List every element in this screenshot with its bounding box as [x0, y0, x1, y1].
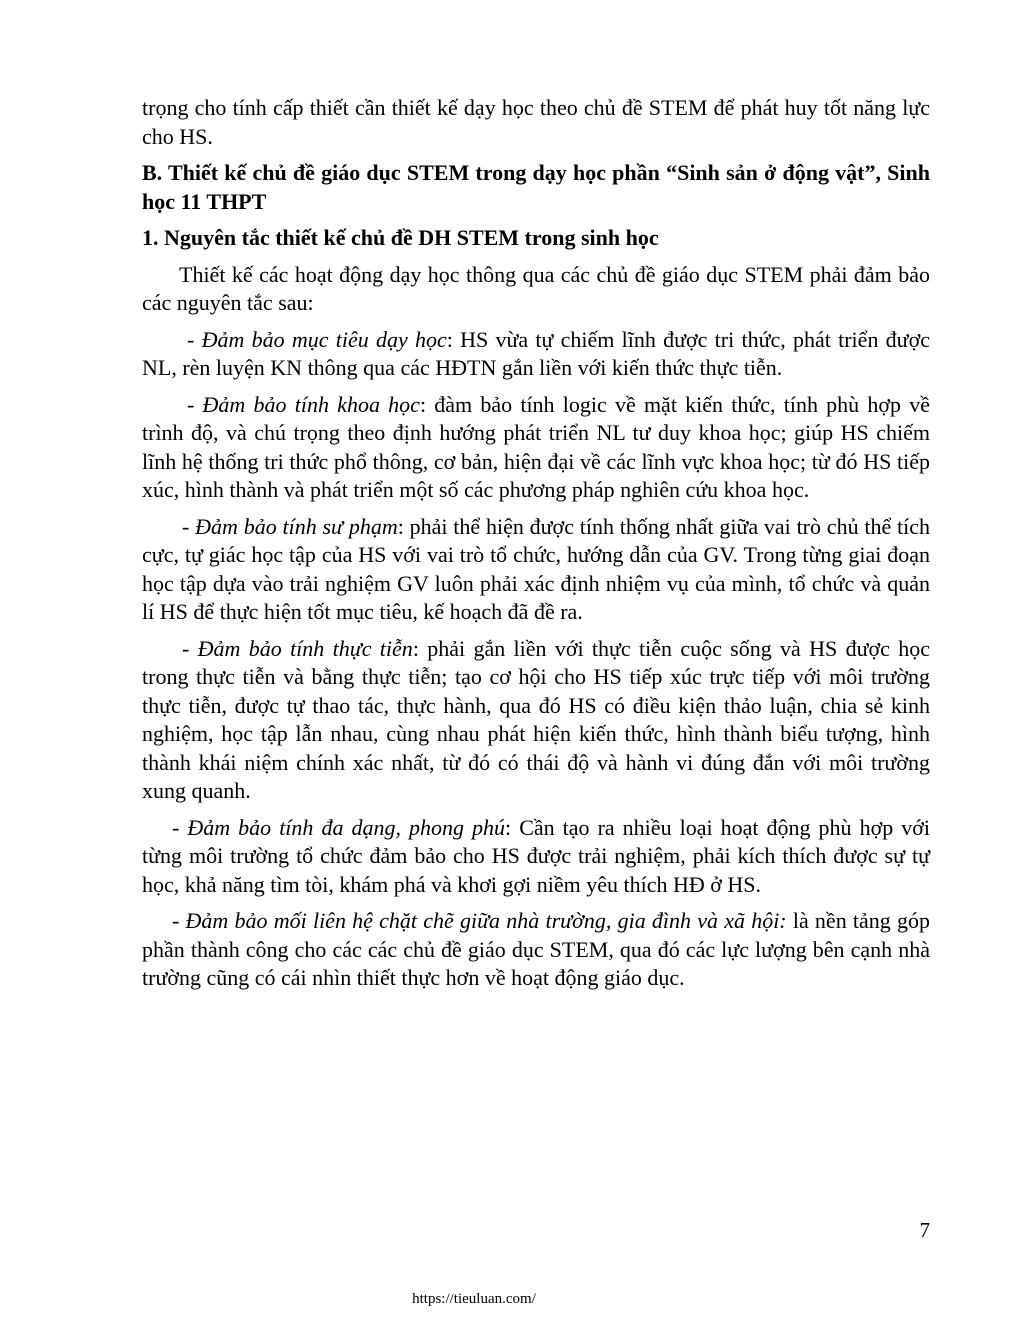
principle-text: : phải gắn liền với thực tiễn cuộc sống và HS được học trong thực tiễn và bằng thực tiễn; tạo cơ hội cho HS tiếp xúc trực tiếp với môi trường thực tiễn, được tự thao tác, thực hành, qua đó HS có điều kiện thảo luận, chia sẻ kinh nghiệm, học tập lẫn nhau, cùng nhau phát hiện kiến thức, hình thành biểu tượng, hình thành khái niệm chính xác nhất, từ đó có thái độ và hành vi đúng đắn với môi trường xung quanh. [142, 635, 930, 803]
principle-prefix: - [187, 326, 202, 352]
principle-connection [142, 907, 930, 993]
principle-scientific [142, 391, 930, 505]
continuation-paragraph: trọng cho tính cấp thiết cần thiết kế dạy học theo chủ đề STEM để phát huy tốt năng lực cho HS. [142, 95, 930, 149]
footer-url: https://tieuluan.com/ [412, 1291, 536, 1307]
principle-text: : Cần tạo ra nhiều loại hoạt động phù hợp với từng môi trường tổ chức đảm bảo cho HS được trải nghiệm, phải kích thích được sự tự học, khả năng tìm tòi, khám phá và khơi gợi niềm yêu thích HĐ ở HS. [142, 814, 930, 897]
principle-text: : đàm bảo tính logic về mặt kiến thức, tính phù hợp về trình độ, và chú trọng theo định hướng phát triển NL tư duy khoa học; giúp HS chiếm lĩnh hệ thống tri thức phổ thông, cơ bản, hiện đại về các lĩnh vực khoa học; từ đó HS tiếp xúc, hình thành và phát triển một số các phương pháp nghiên cứu khoa học. [142, 391, 931, 502]
principle-term: Đảm bảo tính thực tiễn [197, 635, 413, 661]
principle-text: : HS vừa tự chiếm lĩnh được tri thức, phát triển được NL, rèn luyện KN thông qua các HĐTN gắn liền với kiến thức thực tiễn. [142, 326, 931, 380]
principle-term: Đảm bảo tính đa dạng, phong phú [187, 814, 506, 840]
principle-text: là nền tảng góp phần thành công cho các các chủ đề giáo dục STEM, qua đó các lực lượng bên cạnh nhà trường cũng có cái nhìn thiết thực hơn về hoạt động giáo dục. [142, 908, 930, 990]
page-number: 7 [919, 1218, 930, 1242]
principle-prefix: - [172, 908, 186, 933]
principle-term: Đảm bảo tính sư phạm [195, 513, 398, 539]
principle-prefix: - [172, 814, 188, 840]
principle-objective [142, 326, 930, 383]
principle-text: : phải thể hiện được tính thống nhất giữa vai trò chủ thể tích cực, tự giác học tập của HS với vai trò tổ chức, hướng dẫn của GV. Trong từng giai đoạn học tập dựa vào trải nghiệm GV luôn phải xác định nhiệm vụ của mình, tổ chức và quản lí HS để thực hiện tốt mục tiêu, kế hoạch đã đề ra. [142, 513, 931, 624]
intro-paragraph: Thiết kế các hoạt động dạy học thông qua các chủ đề giáo dục STEM phải đảm bảo các nguyên tắc sau: [142, 261, 930, 315]
principle-term: Đảm bảo tính khoa học [202, 391, 420, 417]
page-body [142, 94, 930, 993]
subsection-heading-1: 1. Nguyên tắc thiết kế chủ đề DH STEM trong sinh học [142, 225, 659, 250]
principle-prefix: - [182, 513, 196, 539]
principle-prefix: - [182, 635, 198, 661]
principle-practical [142, 635, 930, 806]
principle-term: Đảm bảo mối liên hệ chặt chẽ giữa nhà trường, gia đình và xã hội: [185, 908, 787, 933]
principle-prefix: - [187, 391, 203, 417]
principle-term: Đảm bảo mục tiêu dạy học [201, 326, 447, 352]
principle-diversity [142, 814, 930, 900]
principle-pedagogical [142, 513, 930, 627]
section-heading-b: B. Thiết kế chủ đề giáo dục STEM trong dạy học phần “Sinh sản ở động vật”, Sinh học 11 THPT [142, 160, 930, 214]
